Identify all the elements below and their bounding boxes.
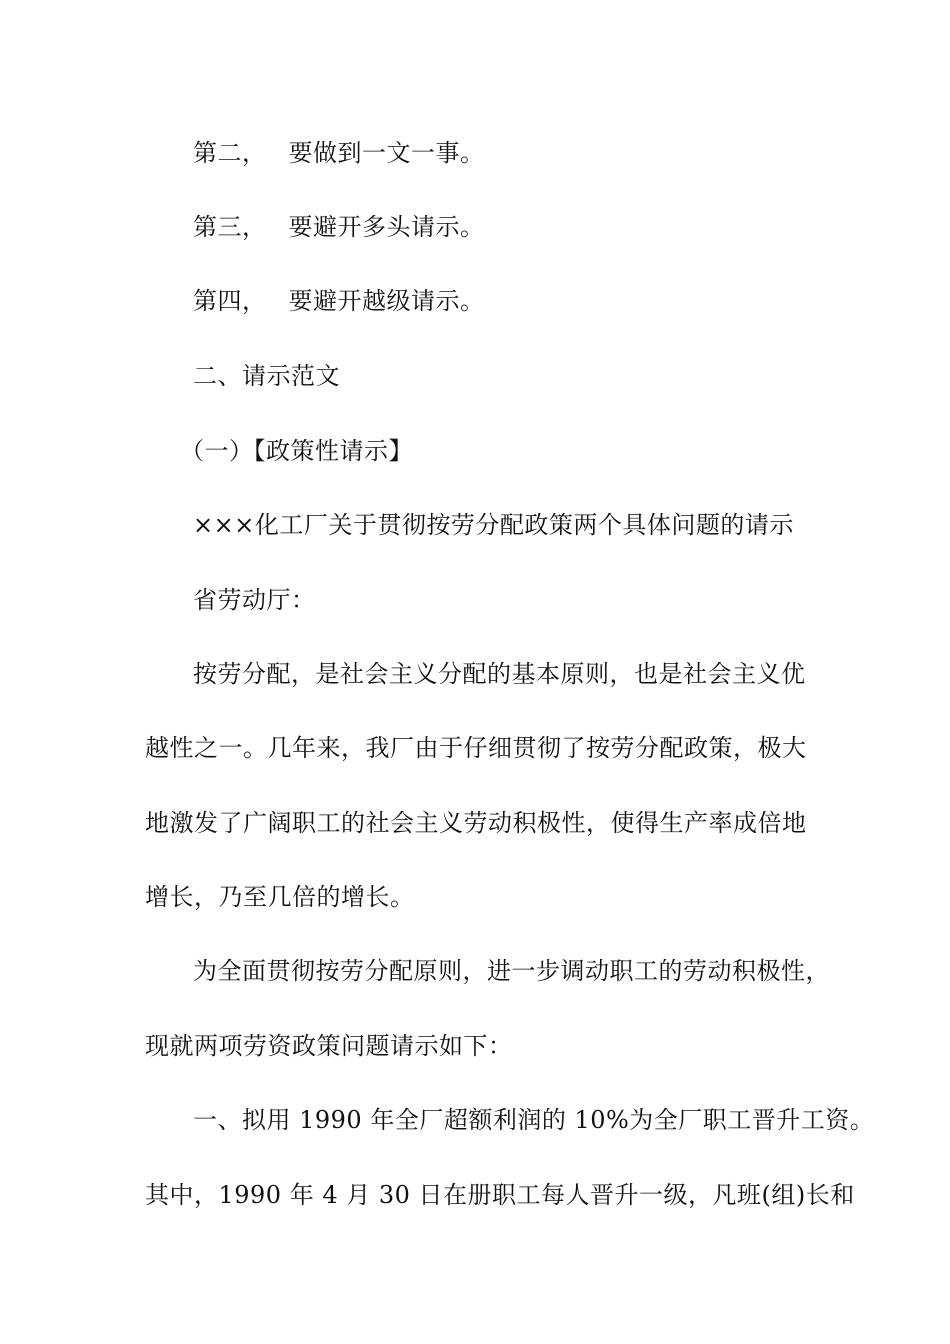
item-text: 要做到一文一事。 [288,139,485,167]
item-text: 要避开越级请示。 [288,287,485,315]
section-heading: 二、请示范文 [193,362,340,390]
paragraph1-line: 越性之一。几年来，我厂由于仔细贯彻了按劳分配政策，极大 [145,734,807,762]
paragraph1-line: 地激发了广阔职工的社会主义劳动积极性，使得生产率成倍地 [145,809,807,837]
paragraph1-line: 增长，乃至几倍的增长。 [145,883,415,911]
paragraph3-line: 一、拟用 1990 年全厂超额利润的 10%为全厂职工晋升工资。 [193,1106,875,1134]
item-label: 第二， [193,139,267,167]
paragraph1-line: 按劳分配，是社会主义分配的基本原则，也是社会主义优 [193,660,806,688]
letter-title: ×××化工厂关于贯彻按劳分配政策两个具体问题的请示 [193,511,794,539]
paragraph2-line: 为全面贯彻按劳分配原则，进一步调动职工的劳动积极性， [193,957,830,985]
item-label: 第四， [193,287,267,315]
item-text: 要避开多头请示。 [288,213,485,241]
paragraph3-line: 其中，1990 年 4 月 30 日在册职工每人晋升一级，凡班(组)长和 [145,1181,855,1209]
item-second [193,138,883,168]
subsection-heading: （一）【政策性请示】 [180,437,413,465]
paragraph2-line: 现就两项劳资政策问题请示如下： [145,1032,513,1060]
item-fourth [193,286,883,316]
recipient: 省劳动厅： [193,586,316,614]
item-third [193,212,883,242]
item-label: 第三， [193,213,267,241]
